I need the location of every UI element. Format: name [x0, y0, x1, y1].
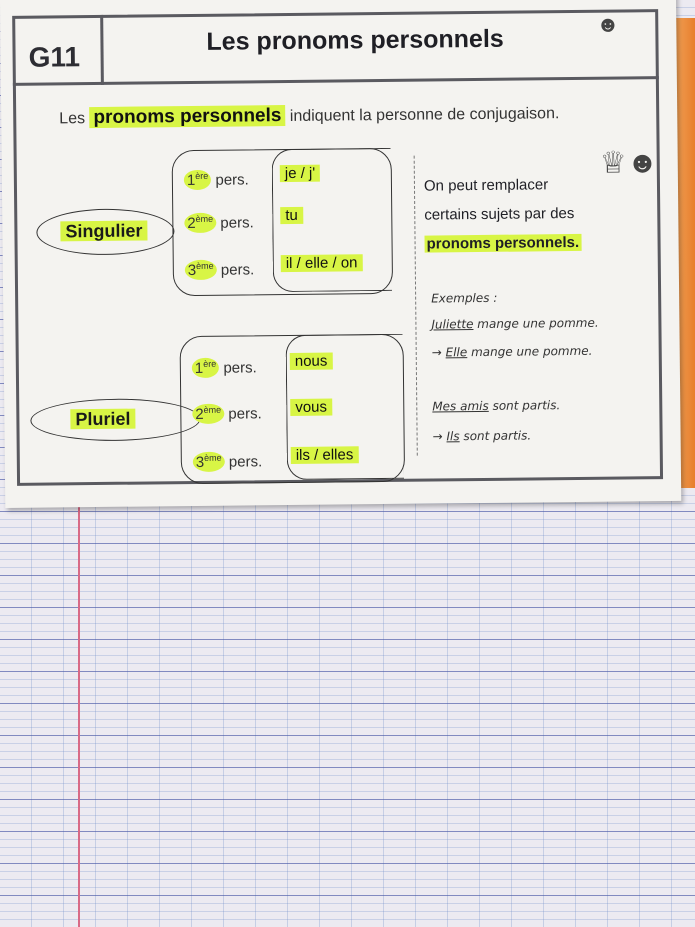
singulier-row-2-person: 2ème pers. [184, 212, 254, 233]
lesson-code: G11 [28, 41, 81, 73]
page-title: Les pronoms personnels [206, 24, 504, 56]
example-2-replacement: → Ils sont partis. [432, 428, 532, 444]
example-1-replacement: → Elle mange une pomme. [431, 343, 593, 360]
pluriel-row-2-pronoun: vous [290, 399, 332, 416]
singulier-row-3-person: 3ème pers. [185, 259, 255, 280]
note-line-2: certains sujets par des [424, 204, 575, 224]
example-2: Mes amis sont partis. [432, 398, 561, 414]
intro-highlight: pronoms personnels [89, 105, 285, 128]
pluriel-row-3-pronoun: ils / elles [291, 446, 359, 464]
singulier-row-1-person: 1ère pers. [184, 169, 249, 190]
monster-doodle-icon: ☻ [596, 11, 620, 37]
intro-after: indiquent la personne de conjugaison. [285, 105, 560, 126]
example-1: Juliette mange une pomme. [431, 315, 599, 332]
pluriel-row-1-person: 1ère pers. [192, 357, 257, 378]
note-highlight: pronoms personnels. [426, 233, 580, 253]
singulier-row-1-pronoun: je / j' [280, 165, 321, 182]
pluriel-label: Pluriel [70, 409, 135, 431]
singulier-row-3-pronoun: il / elle / on [281, 254, 363, 272]
singulier-row-2-pronoun: tu [280, 207, 303, 224]
pluriel-row-3-person: 3ème pers. [193, 451, 263, 472]
singulier-label: Singulier [60, 220, 147, 242]
crowned-monster-icon: ♕☻ [599, 146, 659, 180]
note-line-1: On peut remplacer [423, 176, 549, 195]
pluriel-row-2-person: 2ème pers. [192, 403, 262, 424]
examples-label: Exemples : [431, 290, 498, 306]
pluriel-row-1-pronoun: nous [290, 353, 333, 370]
intro-before: Les [59, 110, 90, 128]
note-text [424, 169, 635, 258]
